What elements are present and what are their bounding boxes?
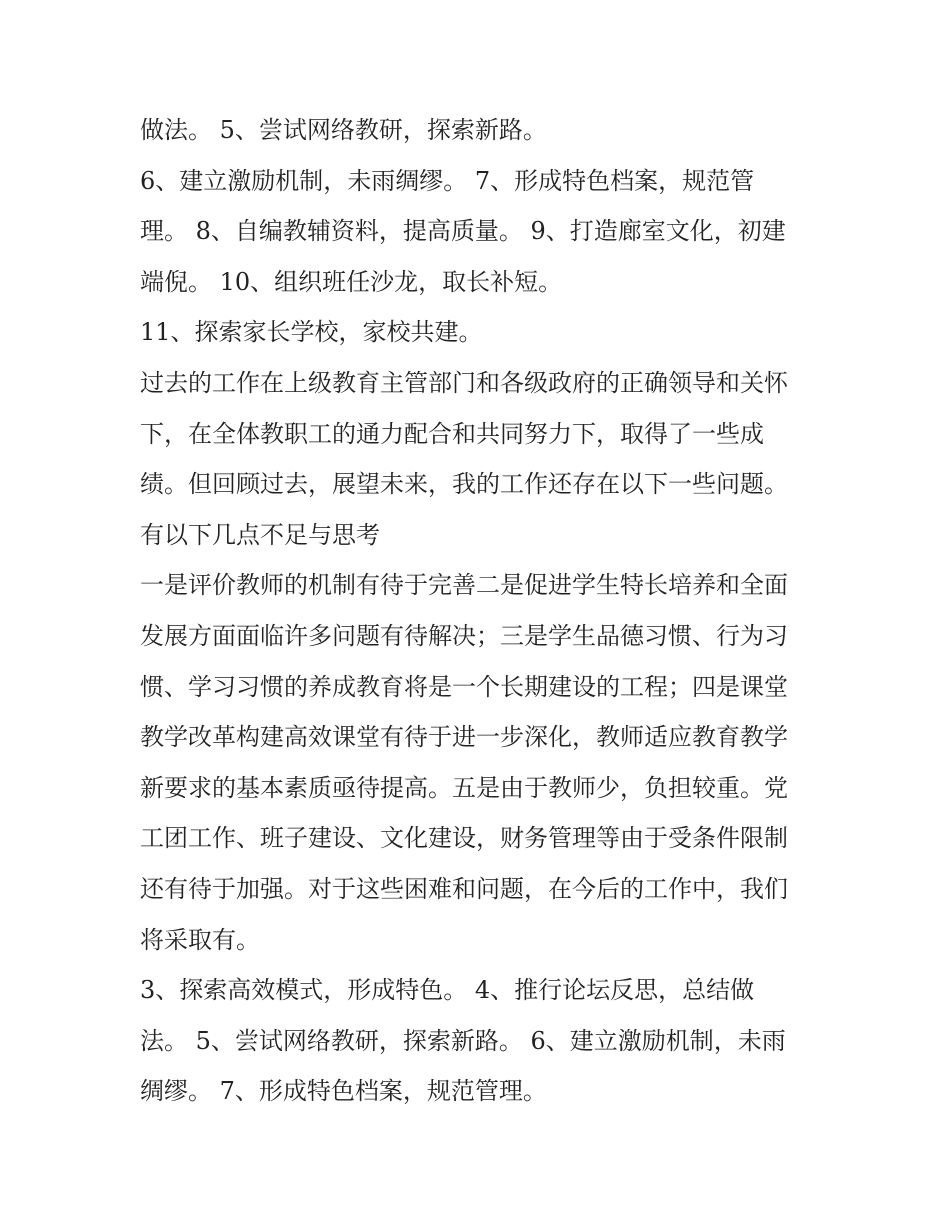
- text-line: 有以下几点不足与思考: [140, 520, 380, 549]
- text-line: 还有待于加强。对于这些困难和问题，在今后的工作中，我们: [140, 874, 788, 903]
- text-line: 发展方面面临许多问题有待解决；三是学生品德习惯、行为习: [140, 621, 788, 650]
- text-line: 6、建立激励机制，未雨绸缪。 7、形成特色档案，规范管: [140, 166, 755, 195]
- text-line: 端倪。 10、组织班任沙龙，取长补短。: [140, 267, 563, 296]
- text-line: 法。 5、尝试网络教研，探索新路。 6、建立激励机制，未雨: [140, 1026, 786, 1055]
- text-line: 绸缪。 7、形成特色档案，规范管理。: [140, 1077, 547, 1106]
- text-line: 一是评价教师的机制有待于完善二是促进学生特长培养和全面: [140, 571, 788, 600]
- body-text: [140, 105, 820, 1117]
- text-line: 11、探索家长学校，家校共建。: [140, 318, 483, 347]
- text-line: 过去的工作在上级教育主管部门和各级政府的正确领导和关怀: [140, 368, 788, 397]
- text-line: 工团工作、班子建设、文化建设，财务管理等由于受条件限制: [140, 824, 788, 853]
- text-line: 绩。但回顾过去，展望未来，我的工作还存在以下一些问题。: [140, 470, 788, 499]
- text-line: 将采取有。: [140, 925, 260, 954]
- text-line: 3、探索高效模式，形成特色。 4、推行论坛反思，总结做: [140, 976, 755, 1005]
- text-line: 下，在全体教职工的通力配合和共同努力下，取得了一些成: [140, 419, 764, 448]
- text-line: 新要求的基本素质亟待提高。五是由于教师少，负担较重。党: [140, 773, 788, 802]
- text-line: 理。 8、自编教辅资料，提高质量。 9、打造廊室文化，初建: [140, 217, 786, 246]
- text-line: 教学改革构建高效课堂有待于进一步深化，教师适应教育教学: [140, 723, 788, 752]
- text-line: 做法。 5、尝试网络教研，探索新路。: [140, 116, 547, 144]
- text-line: 惯、学习习惯的养成教育将是一个长期建设的工程；四是课堂: [140, 672, 788, 701]
